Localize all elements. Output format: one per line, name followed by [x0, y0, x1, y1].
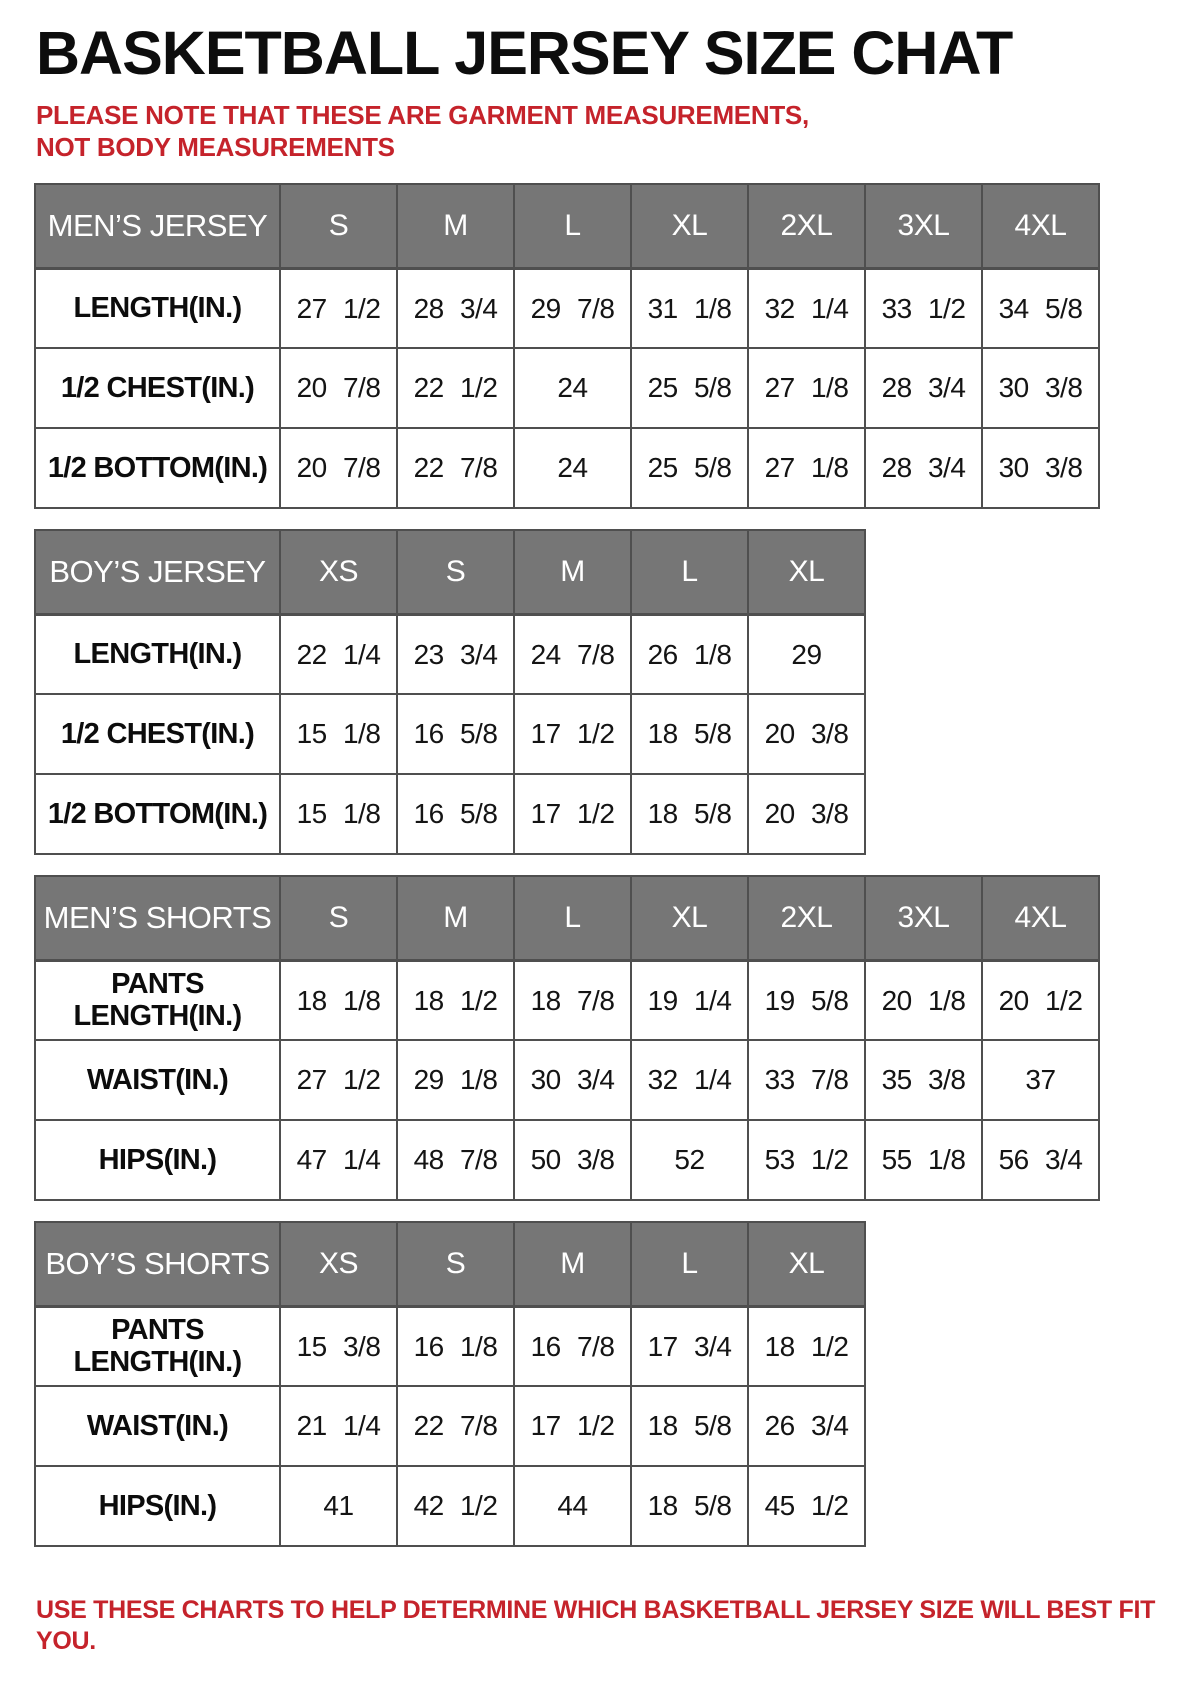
row-label: HIPS(IN.) — [35, 1120, 280, 1200]
tables — [34, 183, 1162, 1547]
size-value: 24 — [514, 428, 631, 508]
size-value: 18 1/2 — [748, 1306, 865, 1386]
column-header-l: L — [514, 876, 631, 960]
column-header-2xl: 2XL — [748, 184, 865, 268]
size-value: 29 — [748, 614, 865, 694]
size-value: 18 5/8 — [631, 1466, 748, 1546]
column-header-4xl: 4XL — [982, 876, 1099, 960]
size-value: 16 1/8 — [397, 1306, 514, 1386]
size-value: 25 5/8 — [631, 348, 748, 428]
size-value: 16 5/8 — [397, 774, 514, 854]
size-value: 20 7/8 — [280, 428, 397, 508]
size-value: 27 1/8 — [748, 428, 865, 508]
size-value: 18 5/8 — [631, 1386, 748, 1466]
size-table-mens-shorts — [34, 875, 1100, 1201]
size-value: 22 1/4 — [280, 614, 397, 694]
table-row — [35, 1120, 1099, 1200]
table-row — [35, 348, 1099, 428]
size-value: 29 1/8 — [397, 1040, 514, 1120]
table-row — [35, 960, 1099, 1040]
column-header-l: L — [514, 184, 631, 268]
table-row — [35, 268, 1099, 348]
header-row — [35, 530, 865, 614]
column-header-4xl: 4XL — [982, 184, 1099, 268]
row-label: HIPS(IN.) — [35, 1466, 280, 1546]
column-header-xl: XL — [748, 530, 865, 614]
size-value: 20 1/2 — [982, 960, 1099, 1040]
column-header-s: S — [280, 876, 397, 960]
size-value: 18 7/8 — [514, 960, 631, 1040]
size-value: 15 1/8 — [280, 694, 397, 774]
size-value: 33 7/8 — [748, 1040, 865, 1120]
table-row — [35, 1040, 1099, 1120]
row-label: PANTS LENGTH(IN.) — [35, 960, 280, 1040]
table-row — [35, 774, 865, 854]
size-value: 52 — [631, 1120, 748, 1200]
size-value: 20 3/8 — [748, 694, 865, 774]
column-header-m: M — [397, 184, 514, 268]
column-header-3xl: 3XL — [865, 184, 982, 268]
size-value: 18 1/2 — [397, 960, 514, 1040]
size-value: 17 1/2 — [514, 694, 631, 774]
size-value: 25 5/8 — [631, 428, 748, 508]
size-value: 31 1/8 — [631, 268, 748, 348]
fit-guidance-note: USE THESE CHARTS TO HELP DETERMINE WHICH BASKETBALL JERSEY SIZE WILL BEST FIT YOU. — [36, 1596, 1156, 1655]
table-title-mens-jersey: MEN’S JERSEY — [35, 184, 280, 268]
size-value: 19 5/8 — [748, 960, 865, 1040]
size-value: 48 7/8 — [397, 1120, 514, 1200]
row-label: 1/2 BOTTOM(IN.) — [35, 774, 280, 854]
size-value: 30 3/4 — [514, 1040, 631, 1120]
size-value: 44 — [514, 1466, 631, 1546]
size-value: 15 1/8 — [280, 774, 397, 854]
size-value: 22 7/8 — [397, 428, 514, 508]
size-value: 34 5/8 — [982, 268, 1099, 348]
column-header-l: L — [631, 1222, 748, 1306]
size-value: 41 — [280, 1466, 397, 1546]
size-value: 23 3/4 — [397, 614, 514, 694]
column-header-xl: XL — [748, 1222, 865, 1306]
size-value: 19 1/4 — [631, 960, 748, 1040]
size-value: 55 1/8 — [865, 1120, 982, 1200]
size-value: 30 3/8 — [982, 348, 1099, 428]
size-value: 17 3/4 — [631, 1306, 748, 1386]
header-row — [35, 184, 1099, 268]
column-header-s: S — [397, 530, 514, 614]
size-value: 22 7/8 — [397, 1386, 514, 1466]
size-value: 47 1/4 — [280, 1120, 397, 1200]
row-label: 1/2 CHEST(IN.) — [35, 694, 280, 774]
table-title-boys-jersey: BOY’S JERSEY — [35, 530, 280, 614]
size-value: 28 3/4 — [865, 348, 982, 428]
size-value: 26 3/4 — [748, 1386, 865, 1466]
column-header-xs: XS — [280, 530, 397, 614]
column-header-s: S — [397, 1222, 514, 1306]
column-header-s: S — [280, 184, 397, 268]
column-header-xs: XS — [280, 1222, 397, 1306]
size-value: 27 1/8 — [748, 348, 865, 428]
size-value: 26 1/8 — [631, 614, 748, 694]
header-row — [35, 876, 1099, 960]
table-row — [35, 1386, 865, 1466]
row-label: WAIST(IN.) — [35, 1040, 280, 1120]
column-header-m: M — [514, 530, 631, 614]
column-header-2xl: 2XL — [748, 876, 865, 960]
size-value: 18 5/8 — [631, 774, 748, 854]
size-value: 18 1/8 — [280, 960, 397, 1040]
size-value: 20 3/8 — [748, 774, 865, 854]
size-value: 18 5/8 — [631, 694, 748, 774]
row-label: PANTS LENGTH(IN.) — [35, 1306, 280, 1386]
size-value: 20 7/8 — [280, 348, 397, 428]
table-row — [35, 1306, 865, 1386]
size-value: 22 1/2 — [397, 348, 514, 428]
size-value: 28 3/4 — [865, 428, 982, 508]
size-value: 42 1/2 — [397, 1466, 514, 1546]
column-header-3xl: 3XL — [865, 876, 982, 960]
row-label: LENGTH(IN.) — [35, 614, 280, 694]
size-value: 17 1/2 — [514, 1386, 631, 1466]
size-value: 45 1/2 — [748, 1466, 865, 1546]
page-title: BASKETBALL JERSEY SIZE CHAT — [36, 19, 1013, 87]
size-value: 56 3/4 — [982, 1120, 1099, 1200]
size-value: 24 — [514, 348, 631, 428]
garment-measurement-note: PLEASE NOTE THAT THESE ARE GARMENT MEASUREMENTS, NOT BODY MEASUREMENTS — [36, 100, 809, 162]
size-value: 32 1/4 — [748, 268, 865, 348]
size-value: 16 7/8 — [514, 1306, 631, 1386]
size-value: 50 3/8 — [514, 1120, 631, 1200]
size-table-boys-shorts — [34, 1221, 866, 1547]
column-header-xl: XL — [631, 184, 748, 268]
size-value: 32 1/4 — [631, 1040, 748, 1120]
size-value: 16 5/8 — [397, 694, 514, 774]
size-value: 17 1/2 — [514, 774, 631, 854]
header-row — [35, 1222, 865, 1306]
size-value: 28 3/4 — [397, 268, 514, 348]
size-table-boys-jersey — [34, 529, 866, 855]
column-header-m: M — [514, 1222, 631, 1306]
column-header-xl: XL — [631, 876, 748, 960]
size-value: 35 3/8 — [865, 1040, 982, 1120]
table-title-mens-shorts: MEN’S SHORTS — [35, 876, 280, 960]
size-value: 20 1/8 — [865, 960, 982, 1040]
table-row — [35, 614, 865, 694]
size-value: 27 1/2 — [280, 1040, 397, 1120]
row-label: 1/2 BOTTOM(IN.) — [35, 428, 280, 508]
table-row — [35, 1466, 865, 1546]
table-row — [35, 428, 1099, 508]
size-value: 21 1/4 — [280, 1386, 397, 1466]
row-label: WAIST(IN.) — [35, 1386, 280, 1466]
size-table-mens-jersey — [34, 183, 1100, 509]
size-value: 53 1/2 — [748, 1120, 865, 1200]
table-title-boys-shorts: BOY’S SHORTS — [35, 1222, 280, 1306]
size-value: 33 1/2 — [865, 268, 982, 348]
size-value: 24 7/8 — [514, 614, 631, 694]
size-value: 27 1/2 — [280, 268, 397, 348]
size-value: 37 — [982, 1040, 1099, 1120]
row-label: LENGTH(IN.) — [35, 268, 280, 348]
row-label: 1/2 CHEST(IN.) — [35, 348, 280, 428]
column-header-m: M — [397, 876, 514, 960]
size-value: 15 3/8 — [280, 1306, 397, 1386]
column-header-l: L — [631, 530, 748, 614]
table-row — [35, 694, 865, 774]
size-value: 29 7/8 — [514, 268, 631, 348]
size-value: 30 3/8 — [982, 428, 1099, 508]
